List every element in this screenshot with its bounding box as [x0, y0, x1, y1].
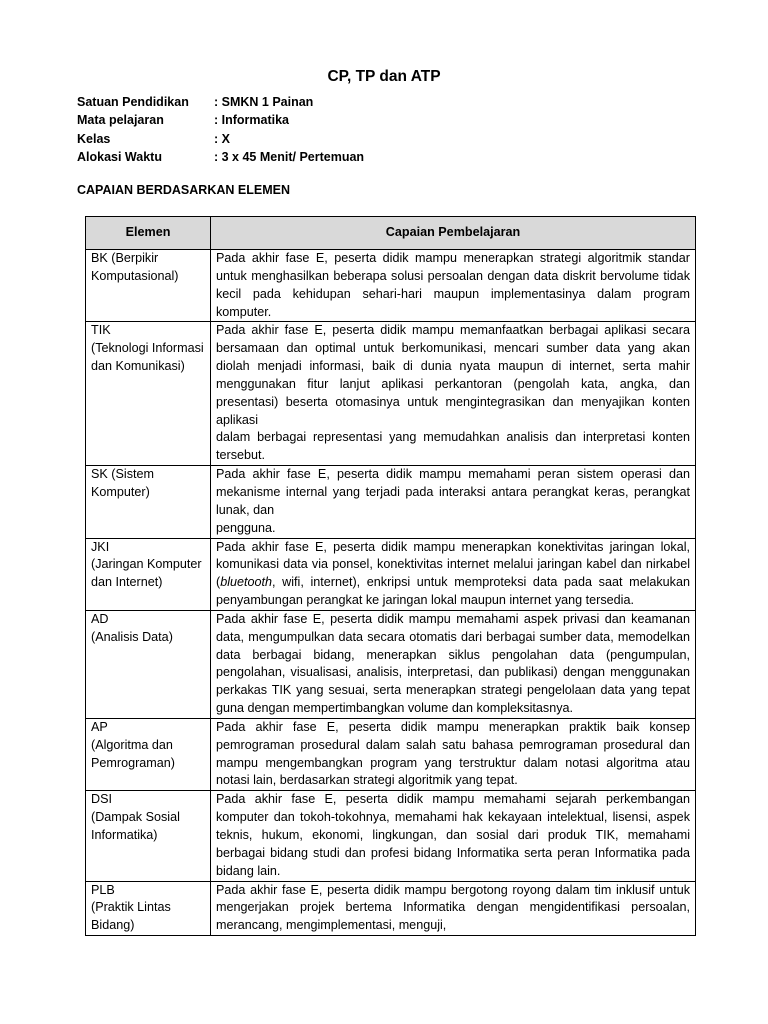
elemen-name: (Dampak Sosial Informatika)	[91, 810, 180, 842]
elemen-code: DSI	[91, 792, 112, 807]
elemen-code: AP	[91, 719, 108, 734]
elemen-cell	[86, 791, 211, 881]
elemen-code: AD	[91, 611, 109, 626]
capaian-text: Pada akhir fase E, peserta didik mampu menerapkan konektivitas jaringan lokal, komunikasi data via ponsel, konektivitas internet melalui jaringan kabel dan nirkabel (	[216, 539, 690, 590]
meta-row-kelas	[77, 130, 364, 148]
table-row	[86, 538, 696, 610]
elemen-name: (Algoritma dan Pemrograman)	[91, 737, 175, 770]
meta-label: Mata pelajaran	[77, 113, 164, 128]
capaian-cell	[211, 791, 696, 881]
table-header-row	[86, 217, 696, 250]
meta-value: : 3 x 45 Menit/ Pertemuan	[214, 149, 365, 164]
elemen-name: (Praktik Lintas Bidang)	[91, 900, 171, 933]
elemen-cell	[86, 250, 211, 322]
table-row	[86, 322, 696, 466]
elemen-cell	[86, 538, 211, 610]
capaian-text: Pada akhir fase E, peserta didik mampu menerapkan strategi algoritmik standar untuk menghasilkan beberapa solusi persoalan dengan data diskrit bervolume tidak kecil pada kehidupan sehari-hari maupun implementasinya dalam program komputer.	[216, 251, 690, 319]
section-title: CAPAIAN BERDASARKAN ELEMEN	[77, 183, 290, 197]
meta-value: : X	[214, 131, 230, 146]
meta-label: Satuan Pendidikan	[77, 95, 189, 109]
elemen-code: SK (Sistem Komputer)	[91, 467, 154, 499]
meta-row-alokasi	[77, 148, 364, 166]
table-row	[86, 466, 696, 538]
elemen-code: PLB	[91, 882, 115, 897]
table-row	[86, 610, 696, 718]
meta-row-satuan	[77, 93, 364, 111]
meta-label: Alokasi Waktu	[77, 149, 162, 164]
elemen-name: (Teknologi Informasi dan Komunikasi)	[91, 341, 204, 374]
capaian-text: Pada akhir fase E, peserta didik mampu memahami peran sistem operasi dan mekanisme internal yang terjadi pada interaksi antara perangkat keras, perangkat lunak, dan	[216, 467, 690, 517]
meta-value: : Informatika	[214, 113, 290, 128]
elemen-cell	[86, 610, 211, 718]
capaian-cell	[211, 250, 696, 322]
capaian-text-continued: dalam berbagai representasi yang memudahkan analisis dan interpretasi konten tersebut.	[216, 430, 690, 463]
capaian-text: Pada akhir fase E, peserta didik mampu memahami aspek privasi dan keamanan data, mengumpulkan data secara otomatis dari berbagai sumber data, memodelkan data berbagai bidang, menerapkan siklus pengolahan data (pengumpulan, pengolahan, visualisasi, analisis, interpretasi, dan publikasi) dengan menggunakan perkakas TIK yang sesuai, serta menerapkan strategi pengelolaan data yang tepat guna dengan mempertimbangkan volume dan kompleksitasnya.	[216, 611, 690, 716]
capaian-cell	[211, 610, 696, 718]
capaian-cell	[211, 322, 696, 466]
capaian-text: Pada akhir fase E, peserta didik mampu memanfaatkan berbagai aplikasi secara bersamaan dan optimal untuk berkomunikasi, mencari sumber data yang akan diolah menjadi informasi, baik di dunia nyata maupun di internet, serta mahir menggunakan fitur lanjut aplikasi perkantoran (pengolah kata, angka, dan presentasi) beserta otomasinya untuk mengintegrasikan dan menyajikan konten aplikasi	[216, 323, 690, 427]
capaian-text: Pada akhir fase E, peserta didik mampu bergotong royong dalam tim inklusif untuk mengerjakan projek bertema Informatika dengan mengidentifikasi persoalan, merancang, mengimplementasi, menguji,	[216, 882, 690, 933]
elemen-cell	[86, 322, 211, 466]
elemen-name: (Analisis Data)	[91, 629, 173, 644]
table-row	[86, 250, 696, 322]
elemen-name: (Jaringan Komputer dan Internet)	[91, 557, 202, 590]
capaian-text-italic: bluetooth	[220, 575, 273, 590]
document-meta	[77, 93, 364, 166]
elemen-code: BK (Berpikir Komputasional)	[91, 251, 179, 283]
capaian-text: Pada akhir fase E, peserta didik mampu memahami sejarah perkembangan komputer dan tokoh-tokohnya, memahami hak kekayaan intelektual, lisensi, aspek teknis, hukum, ekonomi, lingkungan, dan sosial dari produk TIK, memahami berbagai bidang studi dan profesi bidang Informatika serta peran Informatika pada bidang lain.	[216, 792, 690, 878]
document-title: CP, TP dan ATP	[327, 68, 441, 85]
elemen-cell	[86, 881, 211, 936]
capaian-cell	[211, 881, 696, 936]
meta-label: Kelas	[77, 131, 111, 146]
capaian-cell	[211, 466, 696, 538]
table-row	[86, 791, 696, 881]
capaian-text: Pada akhir fase E, peserta didik mampu menerapkan praktik baik konsep pemrograman prosedural dalam salah satu bahasa pemrograman prosedural dan mampu mengembangkan program yang terstruktur dalam notasi algoritma atau notasi lain, berdasarkan strategi algoritmik yang tepat.	[216, 719, 690, 788]
elemen-cell	[86, 466, 211, 538]
capaian-table	[85, 216, 696, 936]
header-capaian: Capaian Pembelajaran	[211, 217, 696, 250]
elemen-code: TIK	[91, 323, 111, 338]
capaian-text-end: , wifi, internet), enkripsi untuk memproteksi data pada saat melakukan penyambungan perangkat ke jaringan lokal maupun internet yang tersedia.	[216, 575, 690, 608]
meta-row-mapel	[77, 111, 364, 129]
table-row	[86, 881, 696, 936]
elemen-cell	[86, 718, 211, 790]
table-row	[86, 718, 696, 790]
header-elemen: Elemen	[86, 217, 211, 250]
elemen-code: JKI	[91, 539, 110, 554]
meta-value: : SMKN 1 Painan	[214, 95, 314, 109]
capaian-cell	[211, 718, 696, 790]
capaian-text-continued: pengguna.	[216, 520, 276, 535]
capaian-cell	[211, 538, 696, 610]
